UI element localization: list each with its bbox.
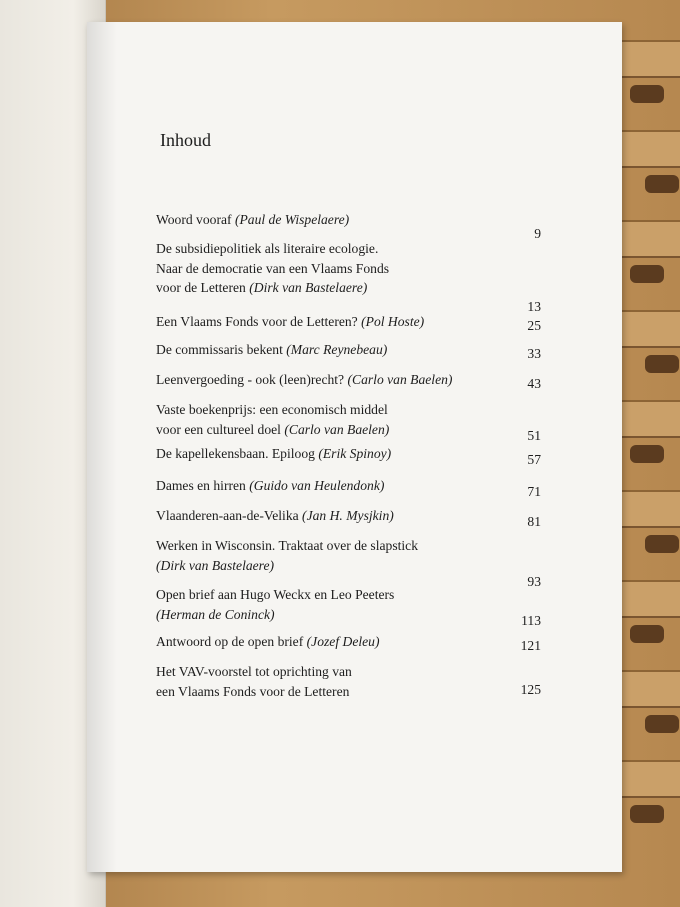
toc-page-number: 125 [520, 681, 541, 697]
shelf-hole [630, 265, 664, 283]
toc-entry: Het VAV-voorstel tot oprichting van een Vlaams Fonds voor de Letteren 125 [156, 664, 541, 699]
toc-entry: De kapellekensbaan. Epiloog (Erik Spinoy) 57 [156, 444, 541, 464]
shelf-hole [630, 805, 664, 823]
toc-entry: Vlaanderen-aan-de-Velika (Jan H. Mysjkin) 81 [156, 506, 541, 526]
toc-entry: Vaste boekenprijs: een economisch middel voor een cultureel doel (Carlo van Baelen) 51 [156, 400, 541, 439]
toc-page-number: 33 [527, 346, 541, 361]
toc-entry: De subsidiepolitiek als literaire ecologie. Naar de democratie van een Vlaams Fonds voor de Letteren (Dirk van Bastelaere) 13 [156, 239, 541, 298]
toc-entry: Antwoord op de open brief (Jozef Deleu) 121 [156, 632, 541, 652]
toc-entry: Woord vooraf (Paul de Wispelaere) 9 [156, 210, 541, 230]
shelf-hole [630, 625, 664, 643]
toc-page-number: 57 [527, 452, 541, 467]
toc-page-number: 71 [527, 484, 541, 499]
toc-page-number: 13 [527, 299, 541, 314]
toc-page-number: 113 [521, 612, 541, 628]
shelf-hole [645, 535, 679, 553]
toc-page-number: 51 [527, 427, 541, 443]
toc-page-number: 121 [520, 638, 541, 653]
toc-page-number: 43 [527, 376, 541, 391]
toc-entry: Werken in Wisconsin. Traktaat over de slapstick (Dirk van Bastelaere) 93 [156, 536, 541, 575]
toc-entry: De commissaris bekent (Marc Reynebeau) 33 [156, 340, 541, 360]
toc-entry: Leenvergoeding - ook (leen)recht? (Carlo van Baelen) 43 [156, 370, 541, 390]
shelf-hole [630, 85, 664, 103]
shelf-hole [645, 355, 679, 373]
toc-page-number: 25 [527, 318, 541, 333]
toc-entry: Dames en hirren (Guido van Heulendonk) 71 [156, 476, 541, 496]
shelf-hole [645, 715, 679, 733]
toc-page-number: 93 [527, 573, 541, 589]
toc-entry: Een Vlaams Fonds voor de Letteren? (Pol Hoste) 25 [156, 312, 541, 332]
toc-heading: Inhoud [160, 130, 211, 150]
toc-page-number: 81 [527, 514, 541, 529]
toc-entry: Open brief aan Hugo Weckx en Leo Peeters (Herman de Coninck) 113 [156, 585, 541, 624]
page-gutter-shadow [87, 22, 117, 872]
shelf-hole [630, 445, 664, 463]
toc-page-number: 9 [534, 226, 541, 241]
shelf-hole [645, 175, 679, 193]
